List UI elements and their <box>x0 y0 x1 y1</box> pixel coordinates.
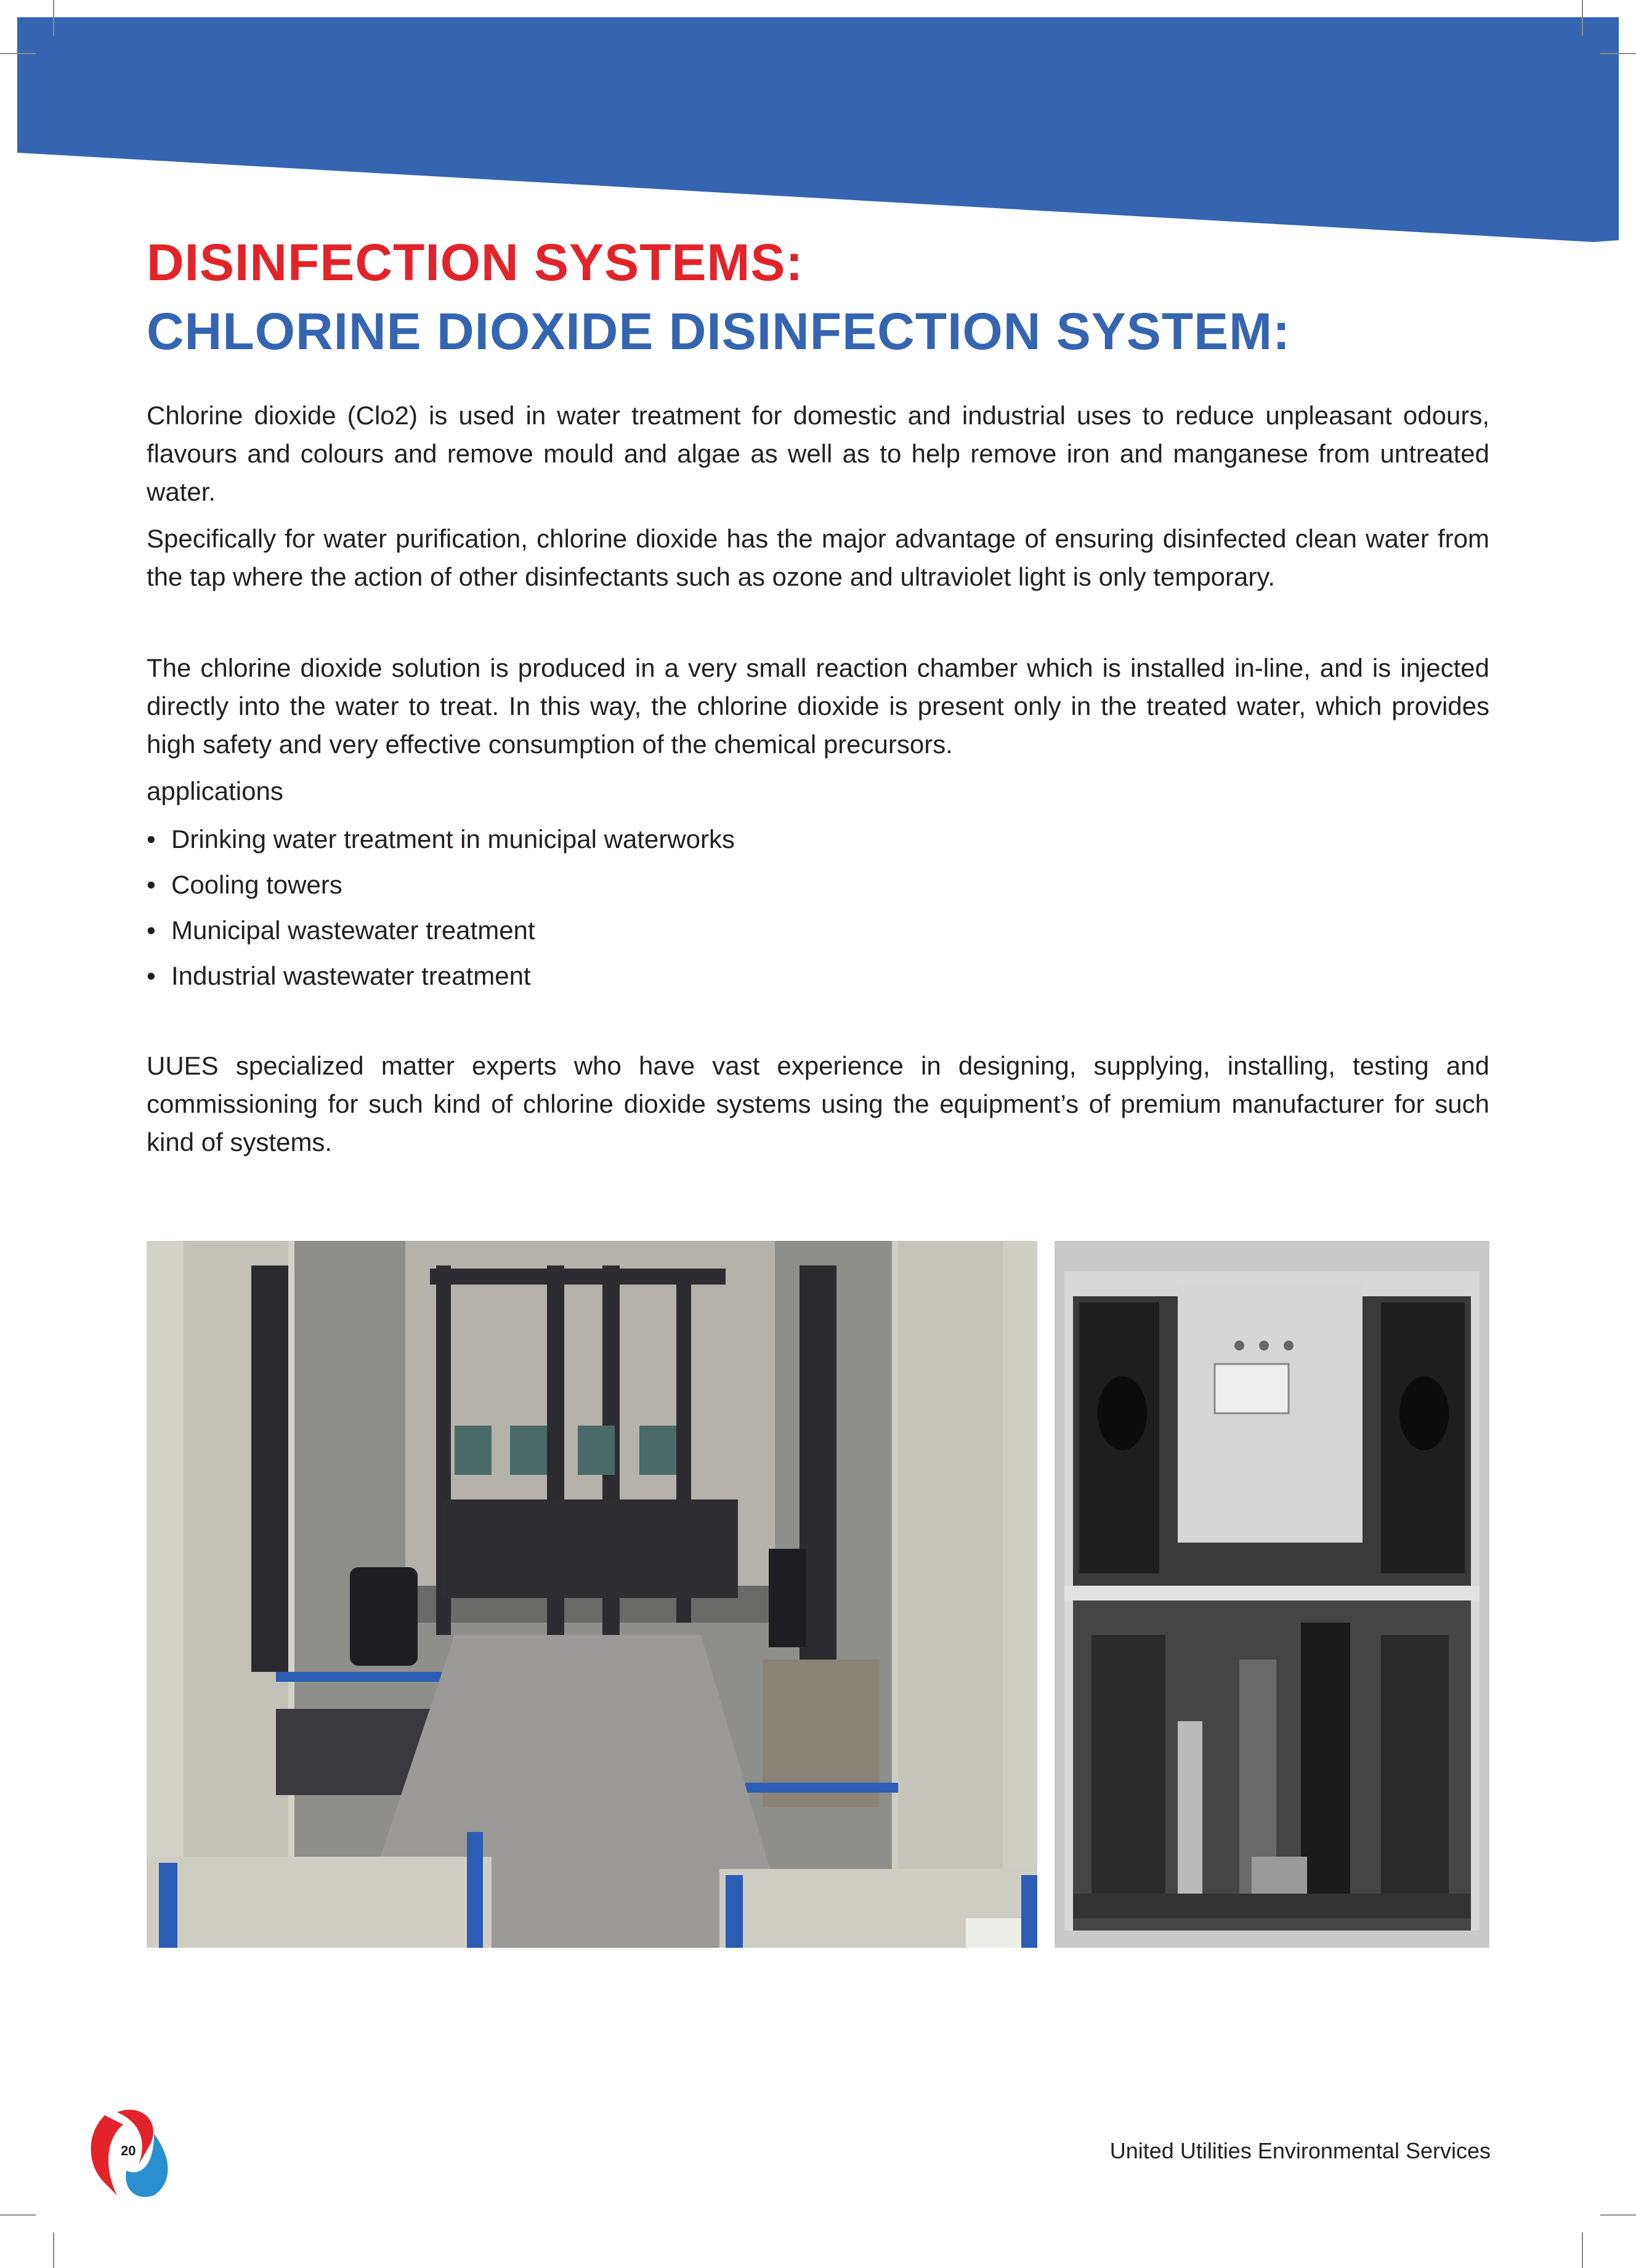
bullet-icon: • <box>147 825 156 854</box>
page-subtitle: CHLORINE DIOXIDE DISINFECTION SYSTEM: <box>147 302 1291 360</box>
crop-mark-top-right-v <box>1582 0 1583 36</box>
header-banner <box>0 0 1636 246</box>
bullet-icon: • <box>147 916 156 945</box>
paragraph-intro: Chlorine dioxide (Clo2) is used in water treatment for domestic and industrial uses to reduce unpleasant odours, flavours and colours and remove mould and algae as well as to help remove iron and manganese from untreated water. <box>147 401 1489 506</box>
bullet-icon: • <box>147 961 156 990</box>
applications-list <box>147 817 735 999</box>
chlorine-dioxide-cabinet-unit-photo <box>1055 1241 1489 1948</box>
list-item <box>147 862 735 908</box>
list-item-text: Municipal wastewater treatment <box>171 916 535 945</box>
page-title: DISINFECTION SYSTEMS: <box>147 233 804 291</box>
crop-mark-bottom-right-h <box>1600 2214 1636 2216</box>
crop-mark-top-right-h <box>1600 53 1636 54</box>
crop-mark-top-left-h <box>0 53 36 54</box>
list-item <box>147 817 735 862</box>
list-item <box>147 908 735 953</box>
bullet-icon: • <box>147 870 156 899</box>
chlorine-dioxide-dosing-room-photo <box>147 1241 1037 1948</box>
list-item-text: Cooling towers <box>171 870 342 899</box>
page-number: 20 <box>121 2143 136 2158</box>
paragraph-uues: UUES specialized matter experts who have vast experience in designing, supplying, installing, testing and commissioning for such kind of chlorine dioxide systems using the equipment’s of premium manufacturer for such kind of systems. <box>147 1051 1489 1156</box>
paragraph-purification: Specifically for water purification, chlorine dioxide has the major advantage of ensuring disinfected clean water from the tap where the action of other disinfectants such as ozone and ultraviolet light is only temporary. <box>147 524 1489 591</box>
crop-mark-bottom-left-h <box>0 2214 36 2216</box>
applications-label: applications <box>147 777 283 805</box>
list-item-text: Industrial wastewater treatment <box>171 961 531 990</box>
crop-mark-top-left-v <box>53 0 54 36</box>
crop-mark-bottom-left-v <box>53 2232 54 2268</box>
list-item <box>147 953 735 999</box>
paragraph-production: The chlorine dioxide solution is produced in a very small reaction chamber which is installed in-line, and is injected directly into the water to treat. In this way, the chlorine dioxide is present only in the treated water, which provides high safety and very effective consumption of the chemical precursors. <box>147 653 1489 759</box>
footer-company-name: United Utilities Environmental Services <box>1109 2138 1491 2163</box>
crop-mark-bottom-right-v <box>1582 2232 1583 2268</box>
list-item-text: Drinking water treatment in municipal waterworks <box>171 825 735 854</box>
